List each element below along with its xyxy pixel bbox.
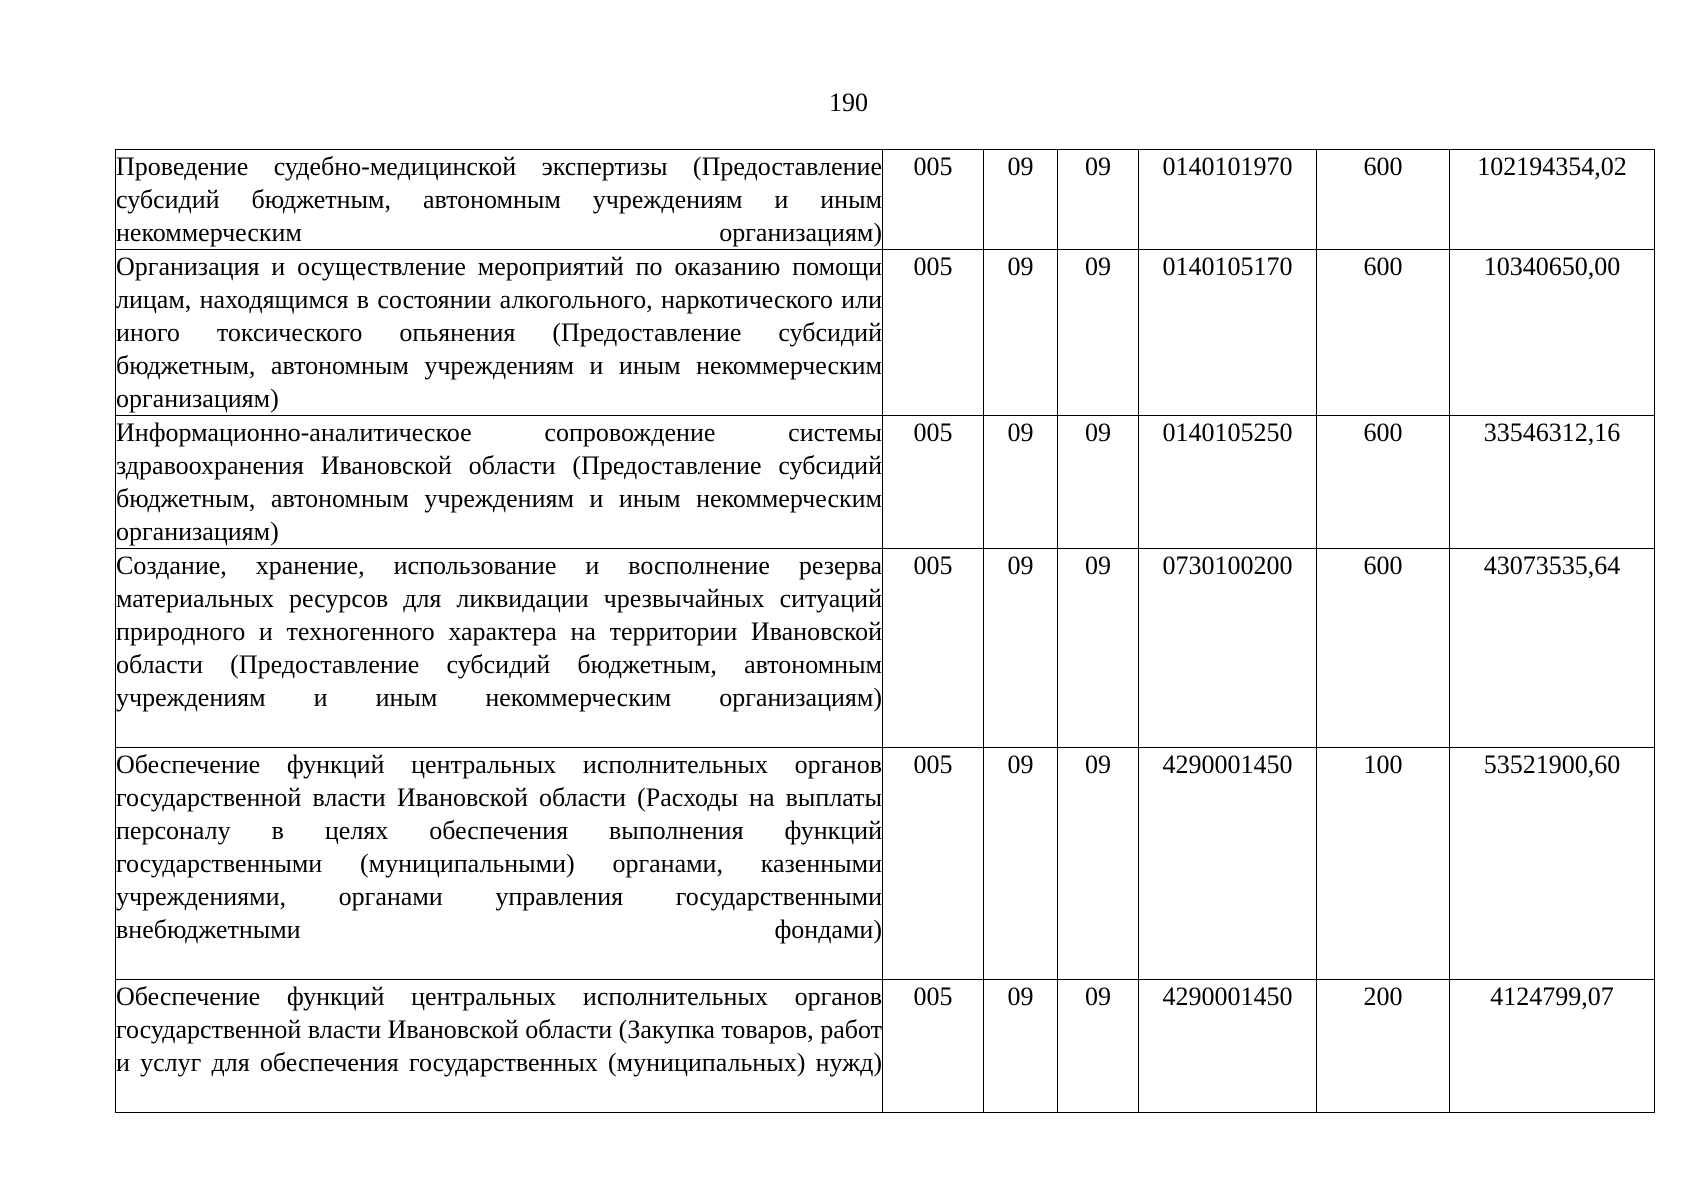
row-description: Создание, хранение, использование и восполнение резерва материальных ресурсов для ликвидации чрезвычайных ситуаций природного и техногенного характера на территории Ивановской области (Предоставление субсидий бюджетным, автономным учреждениям и иным некоммерческим организациям)	[116, 549, 883, 748]
table-row	[116, 549, 1655, 748]
amount: 102194354,02	[1450, 150, 1655, 250]
expense-type-code: 100	[1317, 748, 1450, 980]
expense-type-code: 600	[1317, 150, 1450, 250]
section-code: 09	[984, 416, 1058, 549]
section-code: 09	[984, 250, 1058, 416]
section-code: 09	[984, 748, 1058, 980]
ministry-code: 005	[883, 416, 984, 549]
row-description: Обеспечение функций центральных исполнительных органов государственной власти Ивановской области (Закупка товаров, работ и услуг для обеспечения государственных (муниципальных) нужд)	[116, 980, 883, 1113]
expense-type-code: 600	[1317, 416, 1450, 549]
expense-type-code: 600	[1317, 549, 1450, 748]
expense-type-code: 600	[1317, 250, 1450, 416]
subsection-code: 09	[1058, 150, 1139, 250]
subsection-code: 09	[1058, 980, 1139, 1113]
table-row	[116, 150, 1655, 250]
target-item-code: 0730100200	[1139, 549, 1317, 748]
page-number: 190	[829, 88, 868, 117]
ministry-code: 005	[883, 748, 984, 980]
expense-type-code: 200	[1317, 980, 1450, 1113]
row-description: Организация и осуществление мероприятий по оказанию помощи лицам, находящимся в состоянии алкогольного, наркотического или иного токсического опьянения (Предоставление субсидий бюджетным, автономным учреждениям и иным некоммерческим организациям)	[116, 250, 883, 416]
table-row	[116, 980, 1655, 1113]
section-code: 09	[984, 980, 1058, 1113]
subsection-code: 09	[1058, 416, 1139, 549]
section-code: 09	[984, 150, 1058, 250]
section-code: 09	[984, 549, 1058, 748]
subsection-code: 09	[1058, 748, 1139, 980]
table-row	[116, 416, 1655, 549]
row-description: Информационно-аналитическое сопровождение системы здравоохранения Ивановской области (Предоставление субсидий бюджетным, автономным учреждениям и иным некоммерческим организациям)	[116, 416, 883, 549]
target-item-code: 4290001450	[1139, 748, 1317, 980]
table-row	[116, 250, 1655, 416]
subsection-code: 09	[1058, 250, 1139, 416]
amount: 10340650,00	[1450, 250, 1655, 416]
target-item-code: 0140105170	[1139, 250, 1317, 416]
budget-table	[115, 149, 1655, 1113]
ministry-code: 005	[883, 250, 984, 416]
target-item-code: 0140105250	[1139, 416, 1317, 549]
subsection-code: 09	[1058, 549, 1139, 748]
amount: 43073535,64	[1450, 549, 1655, 748]
target-item-code: 0140101970	[1139, 150, 1317, 250]
ministry-code: 005	[883, 980, 984, 1113]
amount: 33546312,16	[1450, 416, 1655, 549]
ministry-code: 005	[883, 150, 984, 250]
row-description: Проведение судебно-медицинской экспертизы (Предоставление субсидий бюджетным, автономным учреждениям и иным некоммерческим организациям)	[116, 150, 883, 250]
table-row	[116, 748, 1655, 980]
ministry-code: 005	[883, 549, 984, 748]
amount: 4124799,07	[1450, 980, 1655, 1113]
amount: 53521900,60	[1450, 748, 1655, 980]
row-description: Обеспечение функций центральных исполнительных органов государственной власти Ивановской области (Расходы на выплаты персоналу в целях обеспечения выполнения функций государственными (муниципальными) органами, казенными учреждениями, органами управления государственными внебюджетными фондами)	[116, 748, 883, 980]
target-item-code: 4290001450	[1139, 980, 1317, 1113]
